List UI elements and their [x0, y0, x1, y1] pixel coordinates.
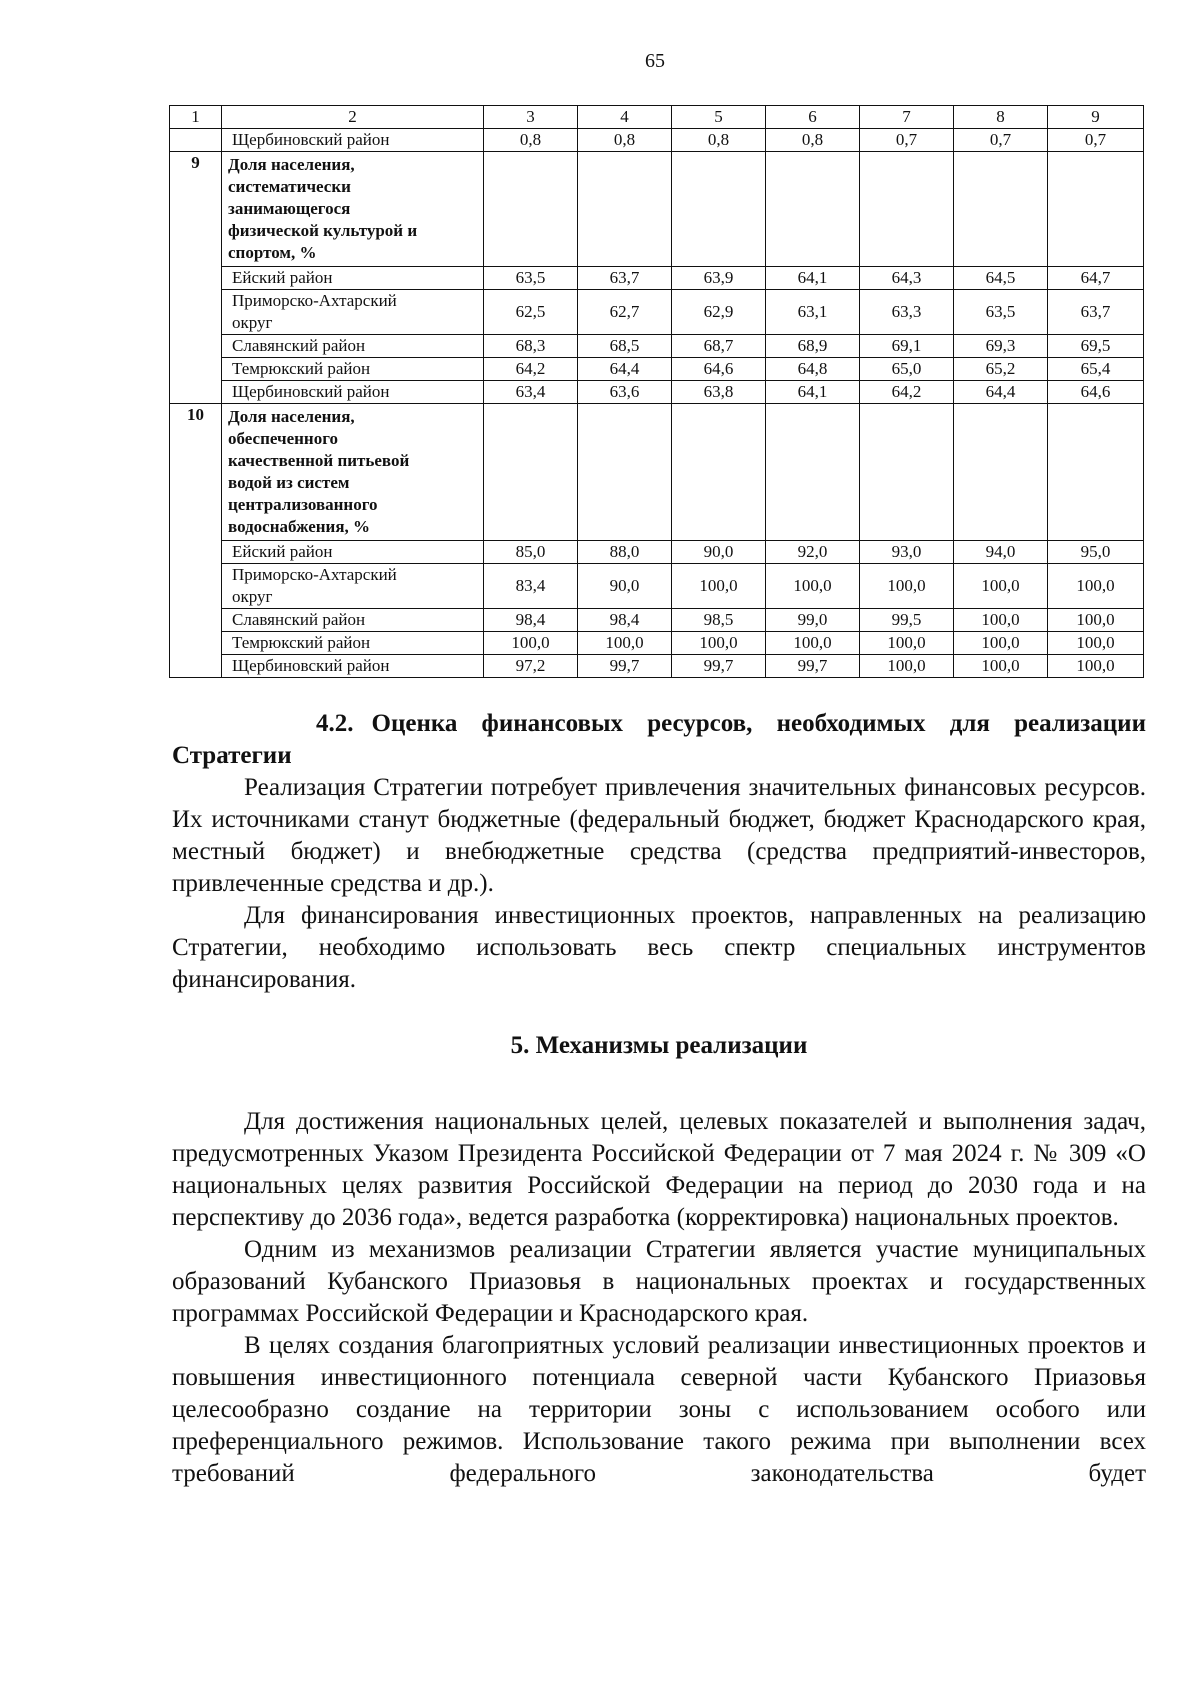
value-cell: 64,6 — [672, 358, 766, 381]
cell-line: округ — [232, 587, 273, 606]
cell-line: качественной питьевой — [228, 451, 410, 470]
empty-cell — [954, 404, 1048, 541]
cell-line: систематически — [228, 177, 351, 196]
table-body — [170, 106, 1144, 678]
value-cell: 99,0 — [766, 609, 860, 632]
empty-cell — [672, 152, 766, 267]
value-cell: 62,5 — [484, 290, 578, 335]
value-cell: 64,8 — [766, 358, 860, 381]
table-row — [170, 358, 1144, 381]
empty-cell — [1048, 404, 1144, 541]
region-cell — [222, 381, 484, 404]
cell-line: Темрюкский район — [232, 359, 371, 378]
section-5-heading: 5. Механизмы реализации — [510, 1032, 808, 1059]
section-4-2-title: Оценка финансовых ресурсов, необходимых для реализации Стратегии — [172, 710, 1146, 769]
value-cell: 0,7 — [860, 129, 954, 152]
value-cell: 83,4 — [484, 564, 578, 609]
value-cell: 63,4 — [484, 381, 578, 404]
cell-line: Славянский район — [232, 336, 366, 355]
value-cell: 99,7 — [672, 655, 766, 678]
value-cell: 90,0 — [672, 541, 766, 564]
region-cell — [222, 609, 484, 632]
column-header: 3 — [484, 106, 578, 129]
value-cell: 63,8 — [672, 381, 766, 404]
cell-line: Приморско-Ахтарский — [232, 565, 397, 584]
cell-line: Приморско-Ахтарский — [232, 291, 397, 310]
cell-line: спортом, % — [228, 243, 317, 262]
value-cell: 64,1 — [766, 267, 860, 290]
value-cell: 65,2 — [954, 358, 1048, 381]
cell-line: централизованного — [228, 495, 378, 514]
empty-cell — [954, 152, 1048, 267]
value-cell: 0,8 — [484, 129, 578, 152]
indicator-title-row — [170, 152, 1144, 267]
value-cell: 100,0 — [578, 632, 672, 655]
row-index-cell — [170, 129, 222, 152]
table-row — [170, 564, 1144, 609]
empty-cell — [484, 152, 578, 267]
section-5-paragraph: В целях создания благоприятных условий реализации инвестиционных проектов и повышения инвестиционного потенциала северной части Кубанского Приазовья целесообразно создание на территории зоны с использованием особого или преференциального режимов. Использование такого режима при выполнении всех требований федерального законодательства будет — [172, 1332, 1146, 1487]
indicator-table — [169, 105, 1144, 678]
cell-line: Доля населения, — [228, 407, 355, 426]
cell-line: Щербиновский район — [232, 382, 390, 401]
empty-cell — [1048, 152, 1144, 267]
value-cell: 100,0 — [766, 564, 860, 609]
table-row — [170, 609, 1144, 632]
value-cell: 90,0 — [578, 564, 672, 609]
value-cell: 63,5 — [484, 267, 578, 290]
page-number: 65 — [645, 50, 665, 72]
value-cell: 100,0 — [954, 609, 1048, 632]
value-cell: 64,6 — [1048, 381, 1144, 404]
body-text — [172, 708, 1146, 1490]
value-cell: 69,5 — [1048, 335, 1144, 358]
value-cell: 68,7 — [672, 335, 766, 358]
empty-cell — [766, 152, 860, 267]
value-cell: 0,8 — [672, 129, 766, 152]
empty-cell — [766, 404, 860, 541]
empty-cell — [578, 404, 672, 541]
cell-line: занимающегося — [228, 199, 351, 218]
value-cell: 100,0 — [860, 632, 954, 655]
region-cell — [222, 335, 484, 358]
cell-line: Щербиновский район — [232, 656, 390, 675]
column-header: 1 — [170, 106, 222, 129]
value-cell: 65,0 — [860, 358, 954, 381]
value-cell: 69,1 — [860, 335, 954, 358]
value-cell: 68,5 — [578, 335, 672, 358]
value-cell: 0,8 — [578, 129, 672, 152]
empty-cell — [484, 404, 578, 541]
table-row — [170, 129, 1144, 152]
value-cell: 97,2 — [484, 655, 578, 678]
value-cell: 63,7 — [1048, 290, 1144, 335]
value-cell: 62,9 — [672, 290, 766, 335]
column-header: 9 — [1048, 106, 1144, 129]
value-cell: 98,5 — [672, 609, 766, 632]
indicator-index: 9 — [170, 152, 222, 404]
value-cell: 94,0 — [954, 541, 1048, 564]
value-cell: 100,0 — [484, 632, 578, 655]
value-cell: 98,4 — [578, 609, 672, 632]
cell-line: округ — [232, 313, 273, 332]
value-cell: 100,0 — [1048, 632, 1144, 655]
value-cell: 68,9 — [766, 335, 860, 358]
column-header: 8 — [954, 106, 1048, 129]
value-cell: 100,0 — [860, 655, 954, 678]
cell-line: Ейский район — [232, 542, 333, 561]
region-cell — [222, 655, 484, 678]
table-row — [170, 381, 1144, 404]
region-cell: Щербиновский район — [222, 129, 484, 152]
section-5-paragraph: Одним из механизмов реализации Стратегии является участие муниципальных образований Кубанского Приазовья в национальных проектах и государственных программах Российской Федерации и Краснодарского края. — [172, 1236, 1146, 1327]
value-cell: 64,5 — [954, 267, 1048, 290]
value-cell: 99,7 — [578, 655, 672, 678]
value-cell: 63,6 — [578, 381, 672, 404]
cell-line: водоснабжения, % — [228, 517, 371, 536]
value-cell: 64,4 — [578, 358, 672, 381]
table-row — [170, 632, 1144, 655]
table-row — [170, 541, 1144, 564]
cell-line: Доля населения, — [228, 155, 355, 174]
value-cell: 64,4 — [954, 381, 1048, 404]
value-cell: 64,3 — [860, 267, 954, 290]
table-row — [170, 290, 1144, 335]
indicator-title-row — [170, 404, 1144, 541]
value-cell: 0,7 — [954, 129, 1048, 152]
value-cell: 64,1 — [766, 381, 860, 404]
empty-cell — [672, 404, 766, 541]
region-cell — [222, 267, 484, 290]
region-cell — [222, 564, 484, 609]
value-cell: 0,7 — [1048, 129, 1144, 152]
empty-cell — [578, 152, 672, 267]
region-cell — [222, 541, 484, 564]
column-header: 2 — [222, 106, 484, 129]
value-cell: 63,9 — [672, 267, 766, 290]
cell-line: водой из систем — [228, 473, 350, 492]
column-header: 6 — [766, 106, 860, 129]
column-header: 4 — [578, 106, 672, 129]
cell-line: Славянский район — [232, 610, 366, 629]
value-cell: 93,0 — [860, 541, 954, 564]
value-cell: 69,3 — [954, 335, 1048, 358]
table-header-row — [170, 106, 1144, 129]
table-row — [170, 655, 1144, 678]
value-cell: 100,0 — [954, 564, 1048, 609]
region-cell — [222, 632, 484, 655]
value-cell: 98,4 — [484, 609, 578, 632]
value-cell: 65,4 — [1048, 358, 1144, 381]
value-cell: 99,7 — [766, 655, 860, 678]
section-4-2-heading — [172, 708, 1146, 772]
value-cell: 100,0 — [1048, 609, 1144, 632]
value-cell: 68,3 — [484, 335, 578, 358]
cell-line: Ейский район — [232, 268, 333, 287]
section-4-2-paragraph: Реализация Стратегии потребует привлечения значительных финансовых ресурсов. Их источниками станут бюджетные (федеральный бюджет, бюджет Краснодарского края, местный бюджет) и внебюджетные средства (средства предприятий-инвесторов, привлеченные средства и др.). — [172, 774, 1146, 897]
empty-cell — [860, 404, 954, 541]
value-cell: 100,0 — [766, 632, 860, 655]
cell-line: Темрюкский район — [232, 633, 371, 652]
value-cell: 95,0 — [1048, 541, 1144, 564]
value-cell: 64,2 — [484, 358, 578, 381]
value-cell: 62,7 — [578, 290, 672, 335]
indicator-title — [222, 404, 484, 541]
value-cell: 85,0 — [484, 541, 578, 564]
value-cell: 92,0 — [766, 541, 860, 564]
column-header: 7 — [860, 106, 954, 129]
value-cell: 100,0 — [672, 632, 766, 655]
value-cell: 64,7 — [1048, 267, 1144, 290]
value-cell: 99,5 — [860, 609, 954, 632]
value-cell: 64,2 — [860, 381, 954, 404]
value-cell: 63,3 — [860, 290, 954, 335]
column-header: 5 — [672, 106, 766, 129]
table-row — [170, 335, 1144, 358]
indicator-title — [222, 152, 484, 267]
section-4-2-paragraph: Для финансирования инвестиционных проектов, направленных на реализацию Стратегии, необходимо использовать весь спектр специальных инструментов финансирования. — [172, 902, 1146, 993]
cell-line: физической культурой и — [228, 221, 418, 240]
section-5-paragraph: Для достижения национальных целей, целевых показателей и выполнения задач, предусмотренных Указом Президента Российской Федерации от 7 мая 2024 г. № 309 «О национальных целях развития Российской Федерации на период до 2030 года и на перспективу до 2036 года», ведется разработка (корректировка) национальных проектов. — [172, 1108, 1146, 1231]
region-cell — [222, 290, 484, 335]
region-cell — [222, 358, 484, 381]
value-cell: 63,5 — [954, 290, 1048, 335]
empty-cell — [860, 152, 954, 267]
value-cell: 100,0 — [1048, 655, 1144, 678]
cell-line: обеспеченного — [228, 429, 339, 448]
value-cell: 63,7 — [578, 267, 672, 290]
value-cell: 100,0 — [860, 564, 954, 609]
value-cell: 0,8 — [766, 129, 860, 152]
value-cell: 100,0 — [954, 655, 1048, 678]
value-cell: 100,0 — [672, 564, 766, 609]
section-4-2-number: 4.2. — [316, 710, 354, 737]
value-cell: 100,0 — [954, 632, 1048, 655]
table-row — [170, 267, 1144, 290]
indicator-index: 10 — [170, 404, 222, 678]
value-cell: 88,0 — [578, 541, 672, 564]
value-cell: 63,1 — [766, 290, 860, 335]
value-cell: 100,0 — [1048, 564, 1144, 609]
